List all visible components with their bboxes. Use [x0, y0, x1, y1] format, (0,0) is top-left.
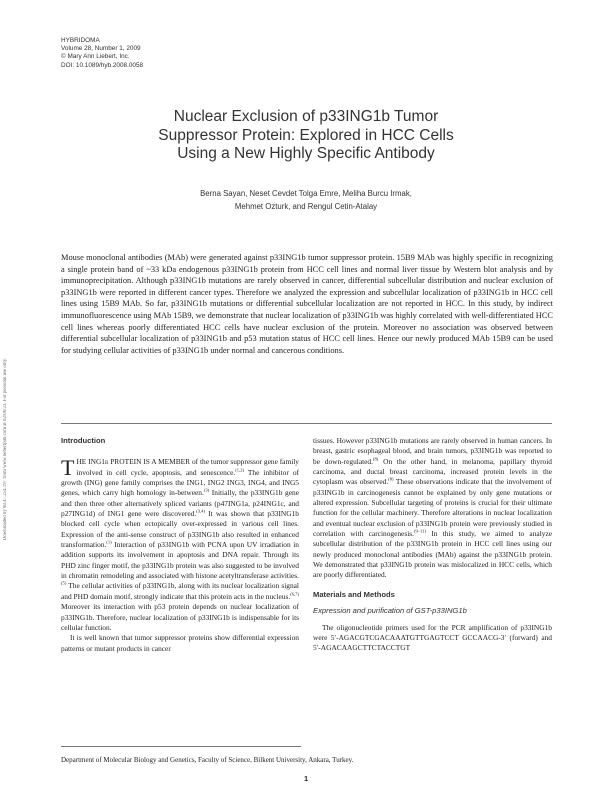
intro-paragraph-1	[61, 457, 299, 633]
methods-subheading: Expression and purification of GST-p33ING1b	[313, 606, 467, 616]
text-run: These observations indicate that the involvement of p33ING1b in carcinogenesis cannot be explained by only gene mutations or altered expression. Subcellular targeting of proteins is crucial for their ultimate function for the cellular machinery. Therefore alterations in nuclear localization and eventual nuclear exclusion of p33ING1b protein were previously studied in correlation with carcinogenesis.	[313, 477, 552, 539]
author-list	[60, 188, 552, 213]
drop-cap: T	[61, 455, 75, 481]
text-run: The inhibitor of growth (ING) gene family comprises the ING1, ING2 ING3, ING4, and ING5 genes, which carry high homology in-between.	[61, 467, 299, 498]
text-run: On the other hand, in melanoma, papillary thyroid carcinoma, and ductal breast carcinoma, increased protein levels in the cytoplasm was observed.	[313, 456, 552, 487]
title-line-2: Suppressor Protein: Explored in HCC Cells	[158, 126, 454, 144]
footnote-divider	[61, 746, 301, 747]
citation: (8)	[388, 476, 394, 482]
text-run: of the tumor suppressor gene family involved in cell cycle, apoptosis, and senescence.	[76, 457, 299, 477]
text-run: It was shown that p33ING1b blocked cell cycle when ectopically over-expressed in various cell lines. Expression of the anti-sense construct of p33ING1b also resulted in enhanced transformation.	[61, 509, 299, 550]
methods-paragraph-1: The oligonucleotide primers used for the PCR amplification of p33ING1b were 5′-AGACGTCGACAAATGTTGAGTCCT GCCAACG-3′ (forward) and 5′-AGACAAGCTTCTACCTGT	[313, 622, 552, 653]
citation: (9–11)	[414, 528, 427, 534]
left-column	[61, 436, 299, 654]
affiliation-footnote: Department of Molecular Biology and Genetics, Faculty of Science, Bilkent University, Ankara, Turkey.	[61, 756, 354, 764]
citation: (1,2)	[235, 467, 245, 473]
article-title	[60, 108, 552, 164]
doi-line: DOI: 10.1089/hyb.2008.0058	[61, 61, 144, 69]
intro-paragraph-2: It is well known that tumor suppressor proteins show differential expression patterns or mutant products in cancer	[61, 633, 299, 653]
title-line-1: Nuclear Exclusion of p33ING1b Tumor	[173, 108, 439, 125]
lead-in-smallcaps: HE ING1b PROTEIN IS A MEMBER	[76, 457, 191, 467]
methods-heading: Materials and Methods	[313, 589, 395, 599]
authors-line-2: Mehmet Ozturk, and Rengul Cetin-Atalay	[234, 201, 378, 211]
journal-name: HYBRIDOMA	[61, 37, 100, 44]
citation: (3,4)	[196, 508, 206, 514]
page-number: 1	[303, 774, 309, 783]
text-run: Interaction of p33ING1b with PCNA upon UV irradiation in addition supports its involvement in apoptosis and DNA repair. Through its PHD zinc finger motif, the p33ING1b protein was also suggested to be involved in chromatin remodeling and associated with histone acetyltransferase activities.	[61, 540, 299, 581]
download-sidebar	[3, 240, 13, 540]
citation: (1)	[106, 539, 112, 545]
journal-header	[61, 37, 143, 70]
introduction-heading: Introduction	[61, 436, 106, 445]
text-run: Moreover its interaction with p53 protein depends on nuclear localization of p33ING1b. Therefore, nuclear localization of p33ING1b is indispensable for its cellular function.	[61, 602, 299, 632]
intro-paragraph-3	[313, 436, 552, 581]
abstract: Mouse monoclonal antibodies (MAb) were generated against p33ING1b tumor suppressor protein. 15B9 MAb was highly specific in recognizing a single protein band of ~33 kDa endogenous p33ING1b protein from HCC cell lines and normal liver tissue by Western blot analysis and by immunoprecipitation. Although p33ING1b mutations are rarely observed in cancer, differential subcellular distribution and nuclear exclusion of p33ING1b were reported in different cancer types. Therefore we analyzed the expression and subcellular localization of p33ING1b in HCC cell lines using 15B9 MAb. So far, p33ING1b mutations or differential subcellular localization are not reported in HCC. In this study, by indirect immunofluorescence using MAb 15B9, we demonstrate that nuclear localization of p33ING1b was highly correlated with well-differentiated HCC cell lines whereas poorly differentiated HCC cells have nuclear exclusion of the protein. Moreover no association was observed between differential subcellular localization of p33ING1b and p53 mutation status of HCC cell lines. Hence our newly produced MAb 15B9 can be used for studying cellular activities of p33ING1b under normal and cancerous conditions.	[61, 253, 553, 355]
citation: (5)	[61, 581, 67, 586]
title-line-3: Using a New Highly Specific Antibody	[177, 145, 435, 163]
text-run: Initially, the p33ING1b gene and then three other alternatively spliced variants (p47ING1a, p24ING1c, and p27ING1d) of ING1 gene were discovered.	[61, 488, 300, 519]
citation: (3)	[203, 487, 210, 493]
text-run: In this study, we aimed to analyze subcellular distribution of the p33ING1b protein in HCC cell lines using our newly produced monoclonal antibodies (MAb) against the p33ING1b protein. We demonstrated that p33ING1b protein was mislocalized in HCC cells, which are poorly differentiated.	[313, 529, 553, 580]
text-run: The cellular activities of p33ING1b, along with its nuclear localization signal and PHD domain motif, strongly indicate that this protein acts in the nucleus.	[61, 581, 299, 601]
authors-line-1: Berna Sayan, Neset Cevdet Tolga Emre, Meliha Burcu Irmak,	[200, 189, 412, 198]
citation: (6,7)	[290, 591, 299, 597]
copyright-line: © Mary Ann Liebert, Inc.	[61, 53, 130, 61]
citation: (8)	[372, 456, 379, 462]
text-run: tissues. However p33ING1b mutations are rarely observed in human cancers. In breast, gastric esophageal blood, and brain tumors, p33ING1b was reported to be down-regulated.	[313, 436, 552, 466]
right-column	[313, 436, 552, 654]
journal-volume: Volume 28, Number 1, 2009	[61, 45, 141, 53]
download-notice: Downloaded by 80.47.254.197 from www.liebertpub.com at 02/06/23. For personal use only.	[3, 357, 8, 540]
abstract-divider	[61, 423, 552, 424]
